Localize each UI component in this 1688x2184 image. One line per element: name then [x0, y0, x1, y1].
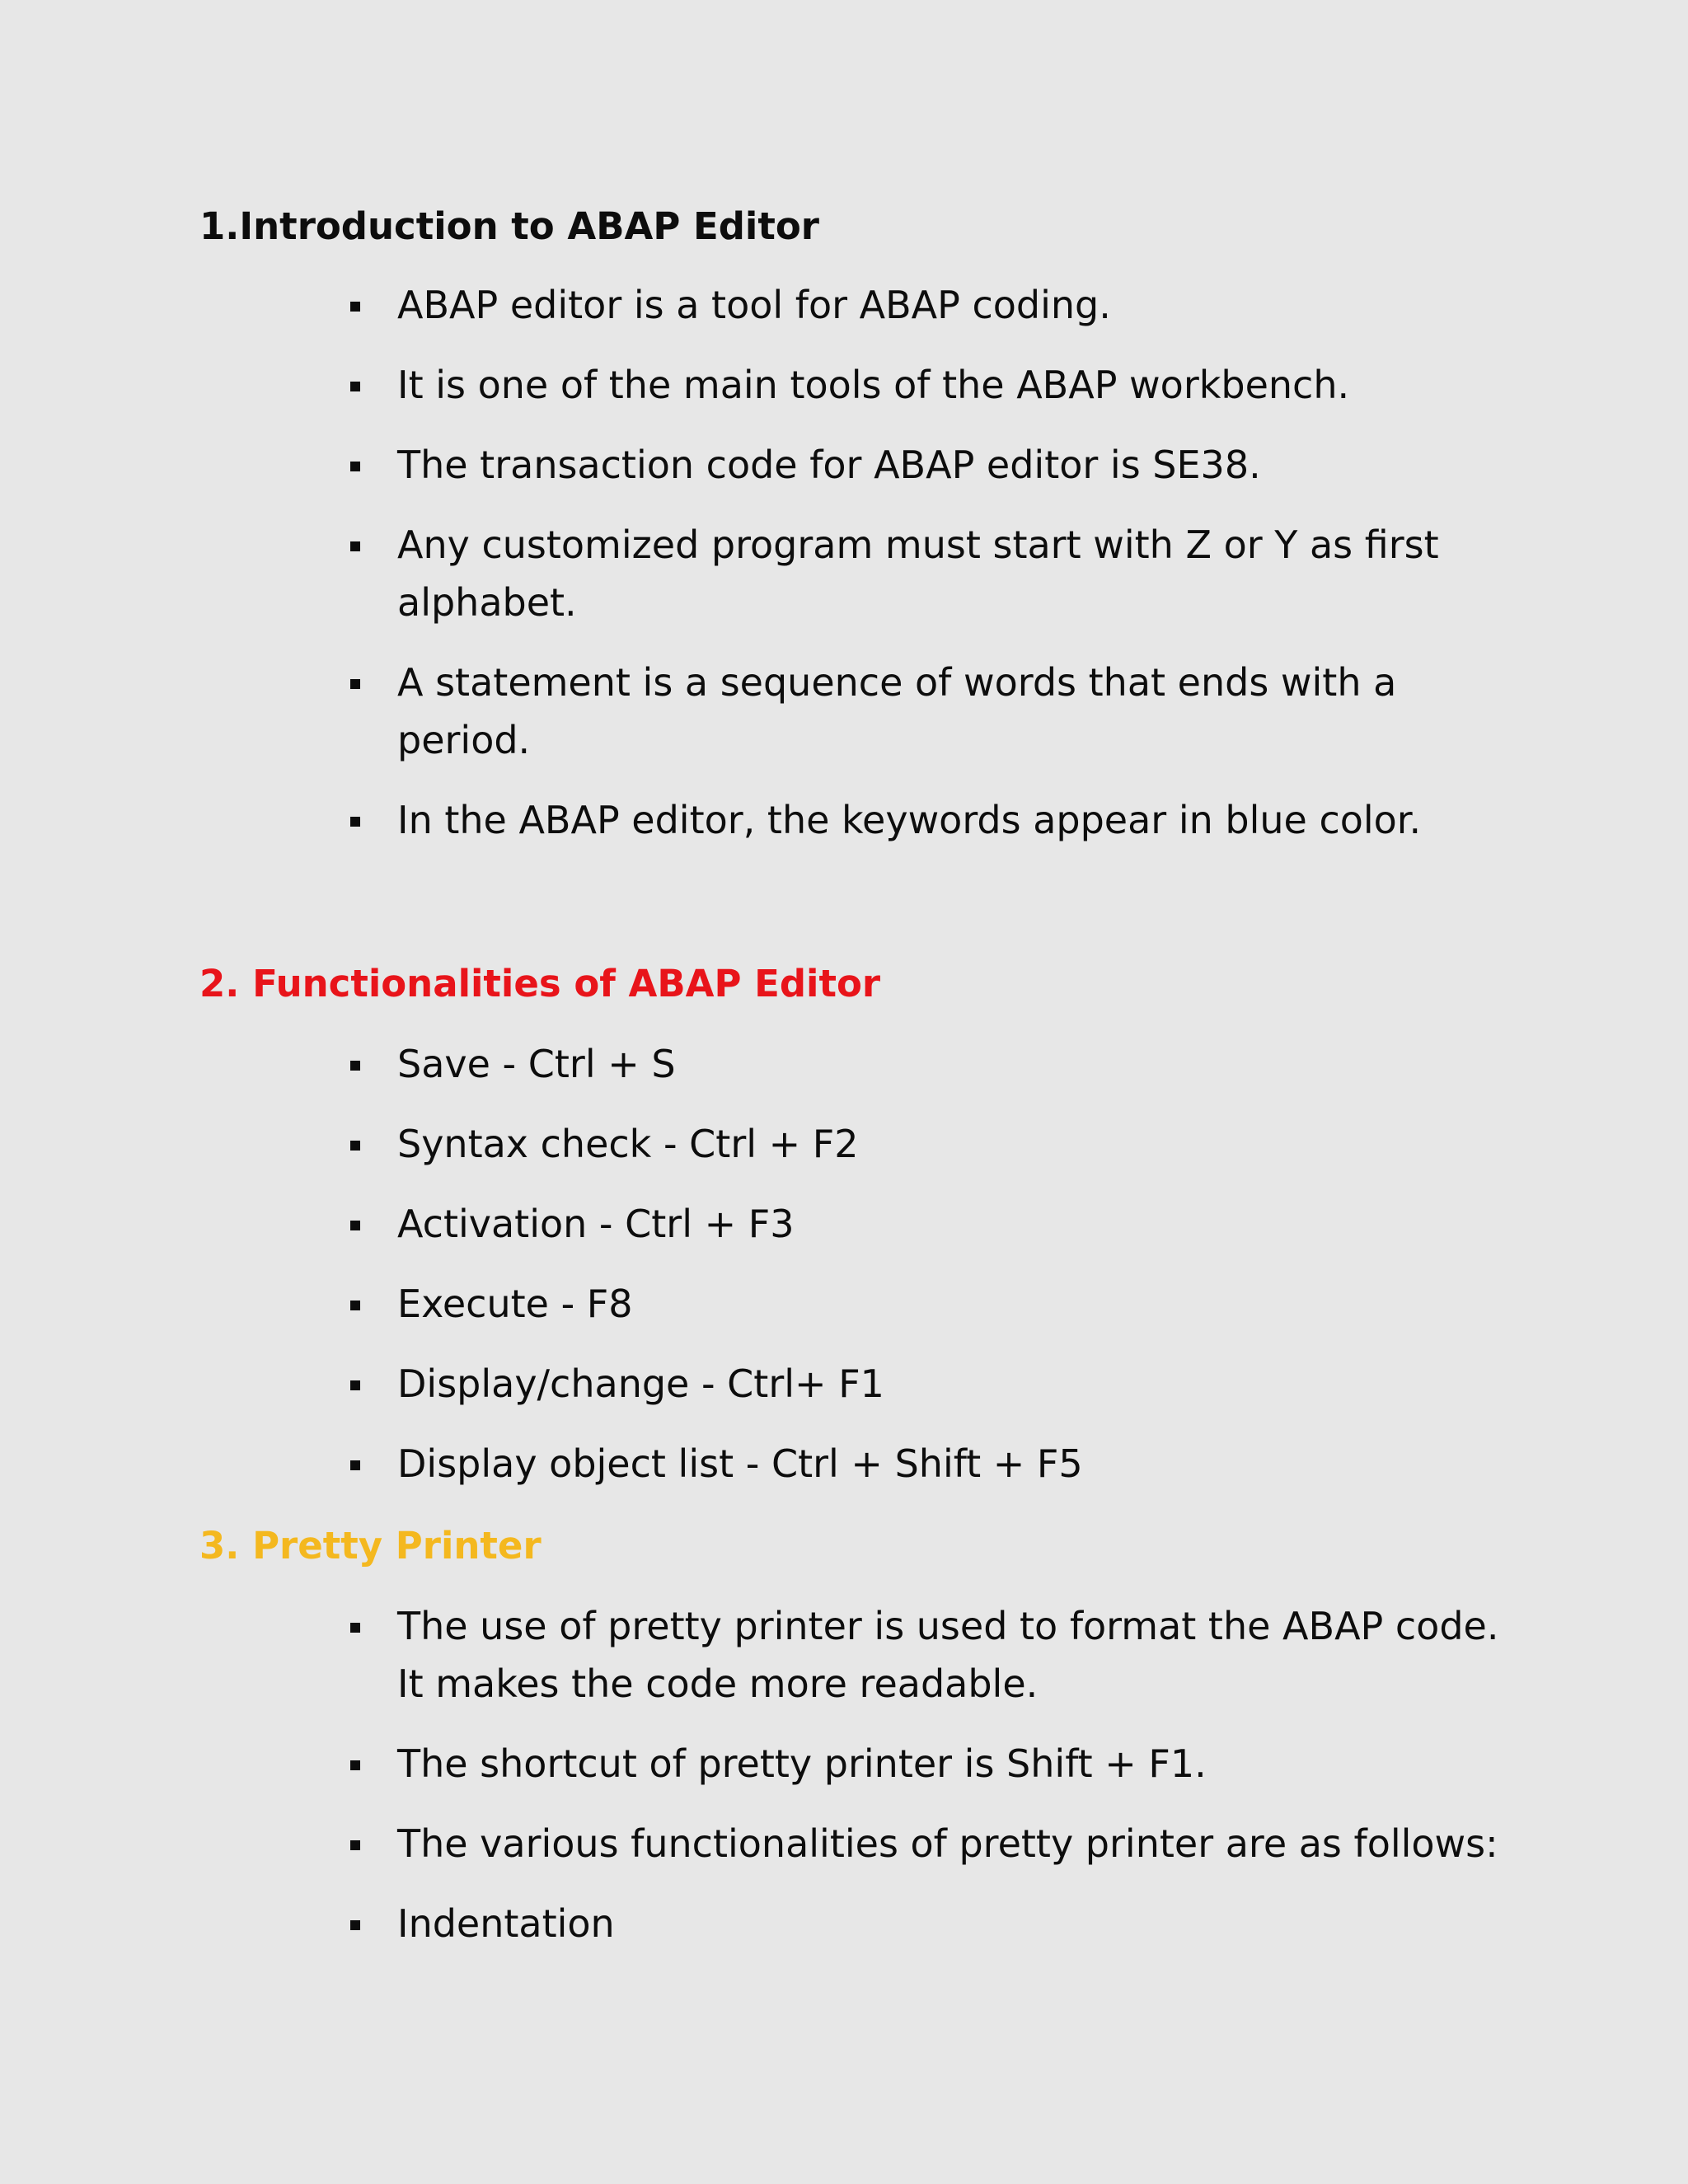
square-bullet-icon	[350, 1141, 360, 1151]
list-item	[346, 1355, 1517, 1413]
list-item-text: Syntax check - Ctrl + F2	[397, 1122, 859, 1166]
list-item-text: A statement is a sequence of words that ends with a period.	[397, 660, 1397, 762]
square-bullet-icon	[350, 1623, 360, 1633]
list-item	[346, 1815, 1517, 1872]
square-bullet-icon	[350, 541, 360, 551]
square-bullet-icon	[350, 1061, 360, 1071]
list-item	[346, 276, 1517, 334]
section-heading-pretty-printer: 3. Pretty Printer	[199, 1524, 542, 1568]
square-bullet-icon	[350, 817, 360, 827]
square-bullet-icon	[350, 302, 360, 312]
list-item-text: The transaction code for ABAP editor is SE38.	[397, 443, 1261, 487]
list-item-text: It is one of the main tools of the ABAP workbench.	[397, 363, 1350, 407]
square-bullet-icon	[350, 679, 360, 689]
list-item-text: Execute - F8	[397, 1282, 633, 1326]
square-bullet-icon	[350, 462, 360, 471]
list-item	[346, 1195, 1517, 1253]
list-item-text: Save - Ctrl + S	[397, 1042, 676, 1086]
list-item	[346, 516, 1517, 631]
list-item	[346, 1035, 1517, 1093]
list-item	[346, 1895, 1517, 1952]
functionalities-list	[346, 1035, 1517, 1515]
square-bullet-icon	[350, 382, 360, 391]
list-item-text: Display object list - Ctrl + Shift + F5	[397, 1441, 1083, 1486]
list-item	[346, 1735, 1517, 1793]
list-item-text: In the ABAP editor, the keywords appear in blue color.	[397, 798, 1422, 842]
list-item-text: ABAP editor is a tool for ABAP coding.	[397, 283, 1111, 327]
section-heading-functionalities: 2. Functionalities of ABAP Editor	[199, 962, 881, 1005]
list-item-text: The use of pretty printer is used to format the ABAP code. It makes the code more readable.	[397, 1604, 1499, 1706]
section-heading-introduction: 1.Introduction to ABAP Editor	[199, 204, 819, 248]
pretty-printer-list	[346, 1597, 1517, 1975]
list-item	[346, 436, 1517, 494]
list-item-text: The various functionalities of pretty printer are as follows:	[397, 1821, 1498, 1866]
introduction-list	[346, 276, 1517, 871]
square-bullet-icon	[350, 1380, 360, 1390]
list-item	[346, 1597, 1517, 1713]
square-bullet-icon	[350, 1460, 360, 1470]
list-item-text: Display/change - Ctrl+ F1	[397, 1361, 884, 1406]
square-bullet-icon	[350, 1301, 360, 1310]
list-item	[346, 1275, 1517, 1333]
list-item	[346, 1115, 1517, 1173]
square-bullet-icon	[350, 1840, 360, 1850]
list-item-text: The shortcut of pretty printer is Shift + F1.	[397, 1741, 1207, 1786]
list-item-text: Any customized program must start with Z or Y as first alphabet.	[397, 523, 1439, 625]
list-item	[346, 791, 1517, 849]
list-item	[346, 1435, 1517, 1493]
list-item	[346, 356, 1517, 414]
list-item-text: Indentation	[397, 1901, 615, 1946]
list-item	[346, 654, 1517, 769]
list-item-text: Activation - Ctrl + F3	[397, 1202, 795, 1246]
square-bullet-icon	[350, 1221, 360, 1230]
square-bullet-icon	[350, 1760, 360, 1770]
square-bullet-icon	[350, 1920, 360, 1930]
